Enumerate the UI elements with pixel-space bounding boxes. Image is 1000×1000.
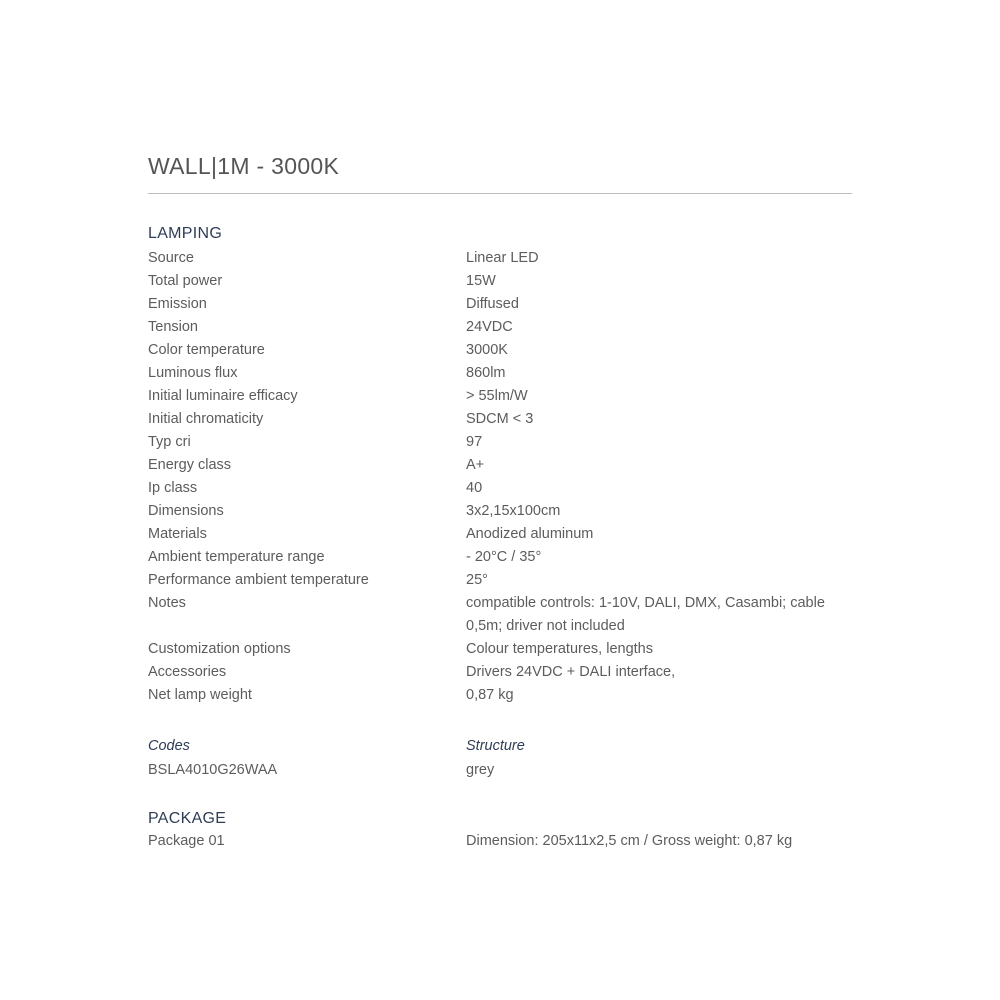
spec-row [148,546,852,569]
title-divider [148,193,852,194]
spec-label: Ip class [148,480,198,496]
spec-row [148,247,852,270]
spec-value: 24VDC [466,319,513,335]
spec-row [148,454,852,477]
spec-label: Ambient temperature range [148,549,325,565]
spec-sheet [148,0,852,1000]
spec-label: Materials [148,526,207,542]
spec-label: Notes [148,595,186,611]
spec-label: Energy class [148,457,232,473]
spec-row [148,316,852,339]
spec-value: 25° [466,572,488,588]
spec-value: Colour temperatures, lengths [466,641,653,657]
spec-row [148,385,852,408]
spec-row [148,661,852,684]
structure-heading: Structure [466,738,525,754]
spec-label: Luminous flux [148,365,238,381]
spec-label: Customization options [148,641,291,657]
spec-value: 3x2,15x100cm [466,503,561,519]
spec-value: 3000K [466,342,508,358]
spec-value: 860lm [466,365,506,381]
title-separator: | [210,153,218,179]
package-name: Package 01 [148,833,225,849]
spec-value: compatible controls: 1-10V, DALI, DMX, Casambi; cable 0,5m; driver not included [466,595,825,634]
spec-row [148,339,852,362]
spec-row [148,270,852,293]
spec-value: 97 [466,434,483,450]
spec-label: Typ cri [148,434,191,450]
spec-label: Total power [148,273,223,289]
spec-label: Color temperature [148,342,265,358]
spec-value: 40 [466,480,483,496]
package-details: Dimension: 205x11x2,5 cm / Gross weight: 0,87 kg [466,833,793,849]
spec-label: Tension [148,319,198,335]
spec-row [148,523,852,546]
spec-label: Source [148,250,194,266]
spec-label: Dimensions [148,503,224,519]
spec-value: > 55lm/W [466,388,528,404]
spec-label: Emission [148,296,207,312]
spec-label: Initial luminaire efficacy [148,388,298,404]
spec-value: 0,87 kg [466,687,514,703]
spec-row [148,362,852,385]
spec-row [148,477,852,500]
spec-value: Linear LED [466,250,539,266]
spec-row [148,408,852,431]
spec-label: Net lamp weight [148,687,252,703]
spec-value: - 20°C / 35° [466,549,542,565]
structure-value: grey [466,762,495,778]
spec-row [148,684,852,707]
spec-row [148,638,852,661]
title-rest: 1M - 3000K [217,153,340,179]
spec-row [148,592,852,638]
spec-row [148,431,852,454]
spec-label: Performance ambient temperature [148,572,369,588]
title-main: WALL [148,153,211,179]
package-heading: PACKAGE [148,810,227,827]
lamping-heading: LAMPING [148,225,223,242]
codes-heading: Codes [148,738,190,754]
spec-value: Diffused [466,296,519,312]
spec-row [148,293,852,316]
spec-row [148,500,852,523]
spec-label: Accessories [148,664,227,680]
lamping-spec-table [148,247,852,707]
spec-value: 15W [466,273,496,289]
spec-value: A+ [466,457,485,473]
product-code: BSLA4010G26WAA [148,762,278,778]
spec-row [148,569,852,592]
spec-value: Drivers 24VDC + DALI interface, [466,664,676,680]
page-title [148,153,339,180]
spec-label: Initial chromaticity [148,411,264,427]
spec-value: SDCM < 3 [466,411,534,427]
spec-value: Anodized aluminum [466,526,594,542]
